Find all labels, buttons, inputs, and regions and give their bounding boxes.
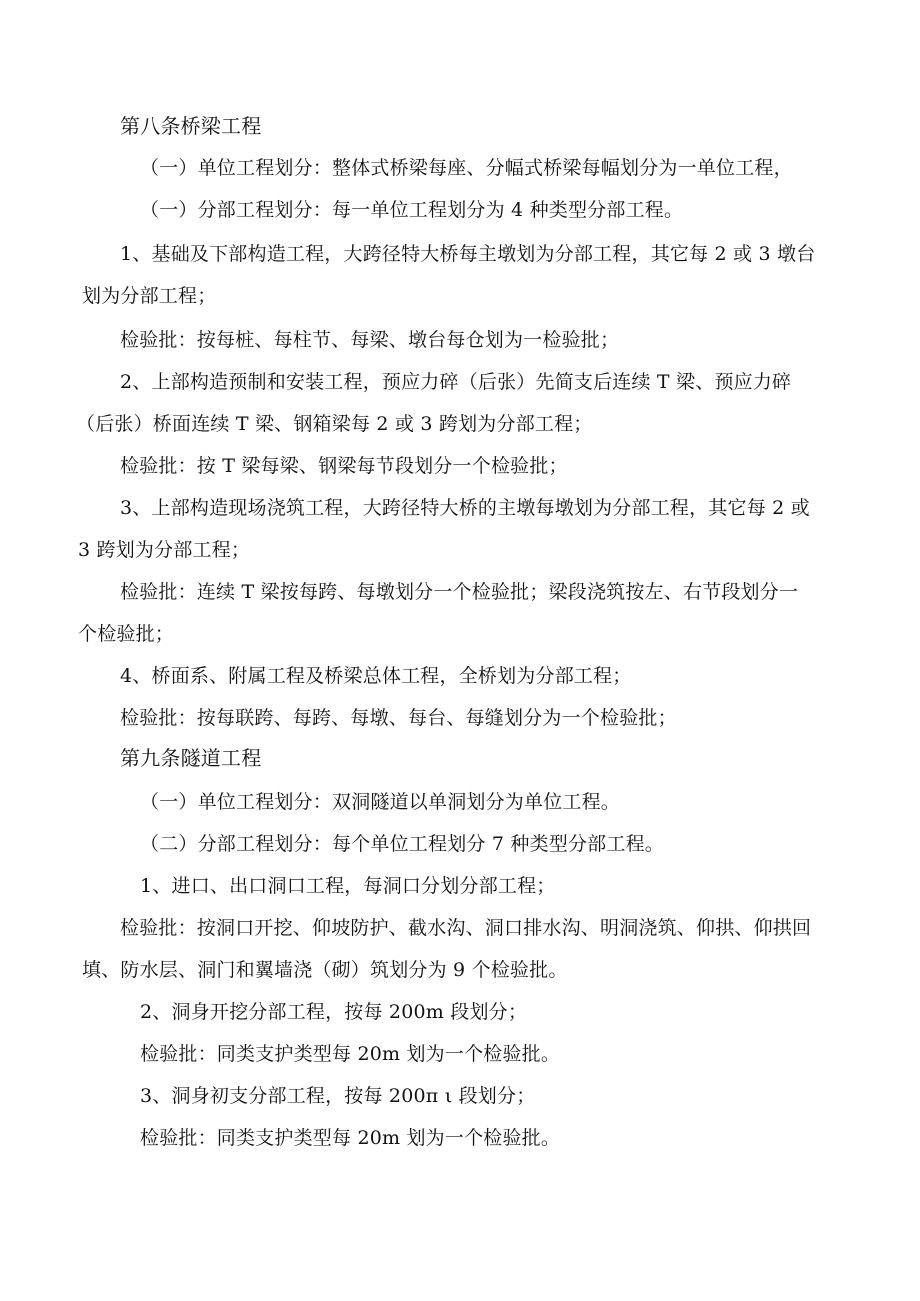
paragraph-line: 划为分部工程；	[82, 285, 217, 307]
paragraph-line: 检验批：按每联跨、每跨、每墩、每台、每缝划分为一个检验批；	[120, 707, 677, 729]
paragraph-line: 检验批：按每桩、每柱节、每梁、墩台每仓划为一检验批；	[120, 329, 620, 351]
paragraph-line: （一）单位工程划分：双洞隧道以单洞划分为单位工程。	[140, 791, 621, 813]
paragraph-line: 检验批：按洞口开挖、仰坡防护、截水沟、洞口排水沟、明洞浇筑、仰拱、仰拱回	[120, 917, 812, 939]
section-heading-tunnel: 第九条隧道工程	[120, 746, 262, 770]
paragraph-line: 4、桥面系、附属工程及桥梁总体工程，全桥划为分部工程；	[120, 665, 632, 687]
paragraph-line: 检验批：连续 T 梁按每跨、每墩划分一个检验批；梁段浇筑按左、右节段划分一	[120, 581, 799, 603]
paragraph-line: 检验批：按 T 梁每梁、钢梁每节段划分一个检验批；	[120, 455, 568, 477]
paragraph-line: （一）分部工程划分：每一单位工程划分为 4 种类型分部工程。	[140, 199, 684, 221]
section-heading-bridge: 第八条桥梁工程	[120, 114, 262, 138]
paragraph-line: （后张）桥面连续 T 梁、钢箱梁每 2 或 3 跨划为分部工程；	[76, 413, 593, 435]
paragraph-line: 填、防水层、洞门和翼墙浇（砌）筑划分为 9 个检验批。	[82, 959, 568, 981]
paragraph-line: 3 跨划为分部工程；	[78, 539, 251, 561]
paragraph-line: （一）单位工程划分：整体式桥梁每座、分幅式桥梁每幅划分为一单位工程，	[140, 157, 793, 179]
paragraph-line: 3、上部构造现场浇筑工程，大跨径特大桥的主墩每墩划为分部工程，其它每 2 或	[120, 497, 810, 519]
paragraph-line: （二）分部工程划分：每个单位工程划分 7 种类型分部工程。	[140, 833, 664, 855]
paragraph-line: 1、进口、出口洞口工程，每洞口分划分部工程；	[140, 875, 556, 897]
paragraph-line: 检验批：同类支护类型每 20m 划为一个检验批。	[140, 1127, 561, 1149]
paragraph-line: 2、上部构造预制和安装工程，预应力碎（后张）先简支后连续 T 梁、预应力碎	[120, 371, 792, 393]
paragraph-line: 1、基础及下部构造工程，大跨径特大桥每主墩划为分部工程，其它每 2 或 3 墩台	[120, 243, 816, 265]
paragraph-line: 个检验批；	[78, 623, 175, 645]
paragraph-line: 检验批：同类支护类型每 20m 划为一个检验批。	[140, 1043, 561, 1065]
paragraph-line: 3、洞身初支分部工程，按每 200π ι 段划分；	[140, 1085, 536, 1107]
paragraph-line: 2、洞身开挖分部工程，按每 200m 段划分；	[140, 1001, 528, 1023]
